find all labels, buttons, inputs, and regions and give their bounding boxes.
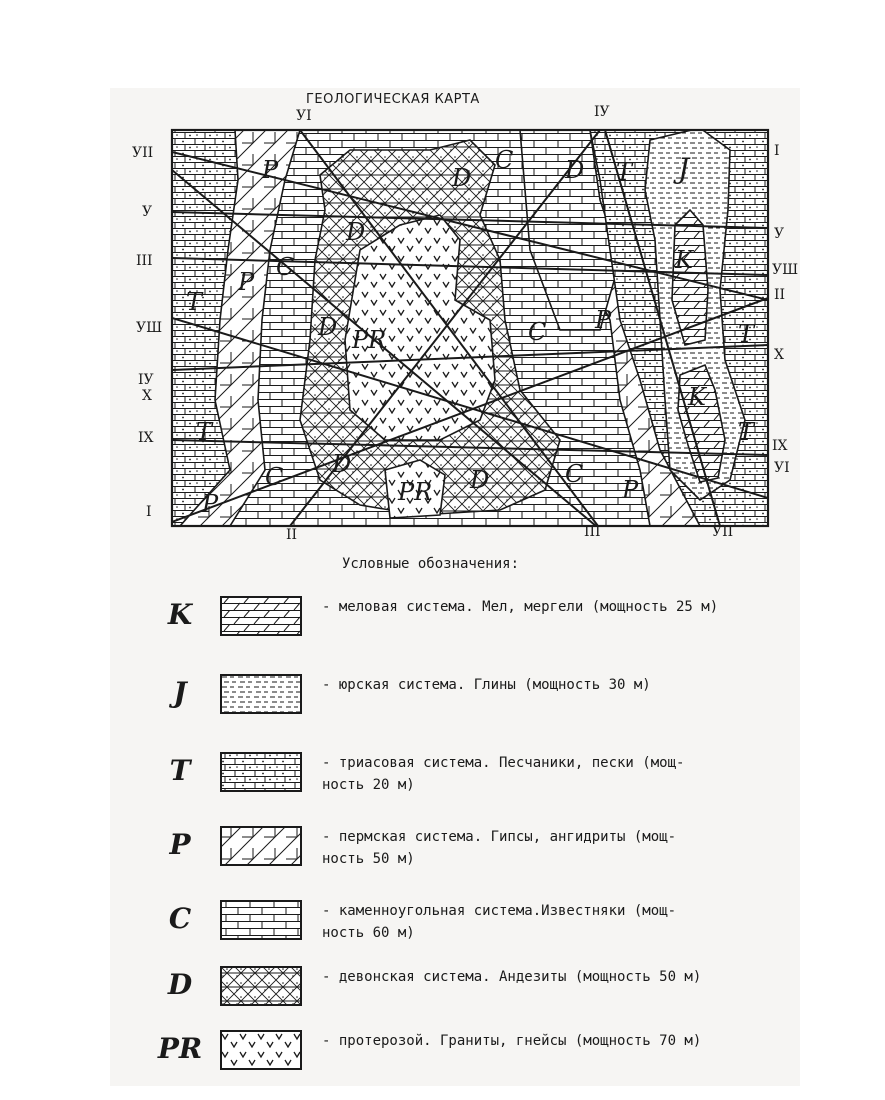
- label-D-3: D: [346, 218, 366, 246]
- legend-swatch-sandstone: [220, 752, 302, 792]
- legend-symbol: K: [167, 598, 193, 631]
- label-PR-1: PR: [352, 326, 387, 354]
- profile-label-left-2: У: [142, 204, 153, 220]
- legend-symbol: J: [173, 676, 187, 709]
- profile-label-left-3: III: [136, 253, 153, 269]
- profile-label-bottom-1: II: [286, 527, 298, 543]
- label-C-3: C: [528, 318, 547, 346]
- profile-label-right-7: УI: [774, 460, 790, 476]
- legend-swatch-gypsum: [220, 826, 302, 866]
- label-K-1: K: [675, 246, 693, 274]
- legend-swatch-clay: [220, 674, 302, 714]
- profile-label-left-5: IУ: [138, 372, 154, 388]
- label-P-5: P: [202, 490, 219, 518]
- legend-item-J: [0, 674, 885, 744]
- legend-symbol: PR: [157, 1032, 203, 1065]
- legend-item-D: [0, 966, 885, 1036]
- profile-label-right-6: IX: [772, 438, 788, 454]
- legend-symbol: D: [167, 968, 193, 1001]
- label-P-1: P: [262, 156, 279, 184]
- legend-item-PR: [0, 1030, 885, 1100]
- map-title: ГЕОЛОГИЧЕСКАЯ КАРТА: [306, 92, 480, 107]
- profile-label-top-1: УI: [296, 108, 312, 124]
- legend-description: - каменноугольная система.Известняки (мощ- ность 60 м): [322, 903, 677, 941]
- profile-label-right-4: II: [774, 287, 786, 303]
- label-C-1: C: [495, 146, 514, 174]
- label-D-2: D: [565, 156, 585, 184]
- label-T-5: T: [196, 418, 213, 446]
- label-C-5: C: [565, 460, 584, 488]
- label-D-5: D: [332, 450, 352, 478]
- label-PR-2: PR: [398, 478, 433, 506]
- label-D-4: D: [318, 313, 338, 341]
- legend-item-C: [0, 900, 885, 970]
- label-T-1: T: [616, 158, 633, 186]
- geological-map: [0, 0, 885, 545]
- profile-label-right-3: УШ: [772, 262, 799, 278]
- label-P-2: P: [238, 268, 255, 296]
- profile-label-left-7: IX: [138, 430, 154, 446]
- legend-item-P: [0, 826, 885, 896]
- legend-swatch-limestone: [220, 900, 302, 940]
- legend-symbol: C: [168, 902, 192, 935]
- label-J-1: J: [678, 152, 690, 185]
- legend-description: - меловая система. Мел, мергели (мощность 25 м): [322, 599, 719, 615]
- legend-description: - пермская система. Гипсы, ангидриты (мощ- ность 50 м): [322, 829, 677, 867]
- legend-symbol: T: [169, 754, 191, 787]
- label-D-6: D: [470, 466, 490, 494]
- legend-swatch-andesite: [220, 966, 302, 1006]
- legend-title: Условные обозначения:: [342, 556, 520, 572]
- profile-label-bottom-3: УII: [712, 524, 734, 540]
- label-D-1: D: [452, 164, 472, 192]
- profile-label-left-1: УII: [132, 145, 154, 161]
- legend-swatch-granite: [220, 1030, 302, 1070]
- legend-description: - триасовая система. Песчаники, пески (мощ- ность 20 м): [322, 755, 685, 793]
- profile-label-top-2: IУ: [594, 104, 610, 120]
- label-C-4: C: [265, 463, 284, 491]
- profile-label-right-1: I: [774, 143, 780, 159]
- legend-item-K: [0, 596, 885, 666]
- label-P-4: P: [622, 476, 639, 504]
- legend-symbol: P: [169, 828, 191, 861]
- legend-description: - девонская система. Андезиты (мощность 50 м): [322, 969, 702, 985]
- profile-label-right-2: У: [774, 226, 785, 242]
- label-K-2: K: [688, 383, 706, 411]
- profile-label-left-6: X: [142, 388, 152, 404]
- legend-description: - протерозой. Граниты, гнейсы (мощность 70 м): [322, 1033, 702, 1049]
- legend-swatch-chalk: [220, 596, 302, 636]
- legend-description: - юрская система. Глины (мощность 30 м): [322, 677, 651, 693]
- profile-label-left-4: УШ: [136, 320, 163, 336]
- label-P-3: P: [595, 306, 612, 334]
- profile-label-bottom-2: III: [584, 524, 601, 540]
- label-T-3: T: [738, 320, 755, 348]
- label-T-2: T: [186, 288, 203, 316]
- profile-label-right-5: X: [774, 347, 784, 363]
- label-C-2: C: [276, 253, 295, 281]
- profile-label-left-8: I: [146, 504, 152, 520]
- legend-item-T: [0, 752, 885, 822]
- label-T-4: T: [738, 418, 755, 446]
